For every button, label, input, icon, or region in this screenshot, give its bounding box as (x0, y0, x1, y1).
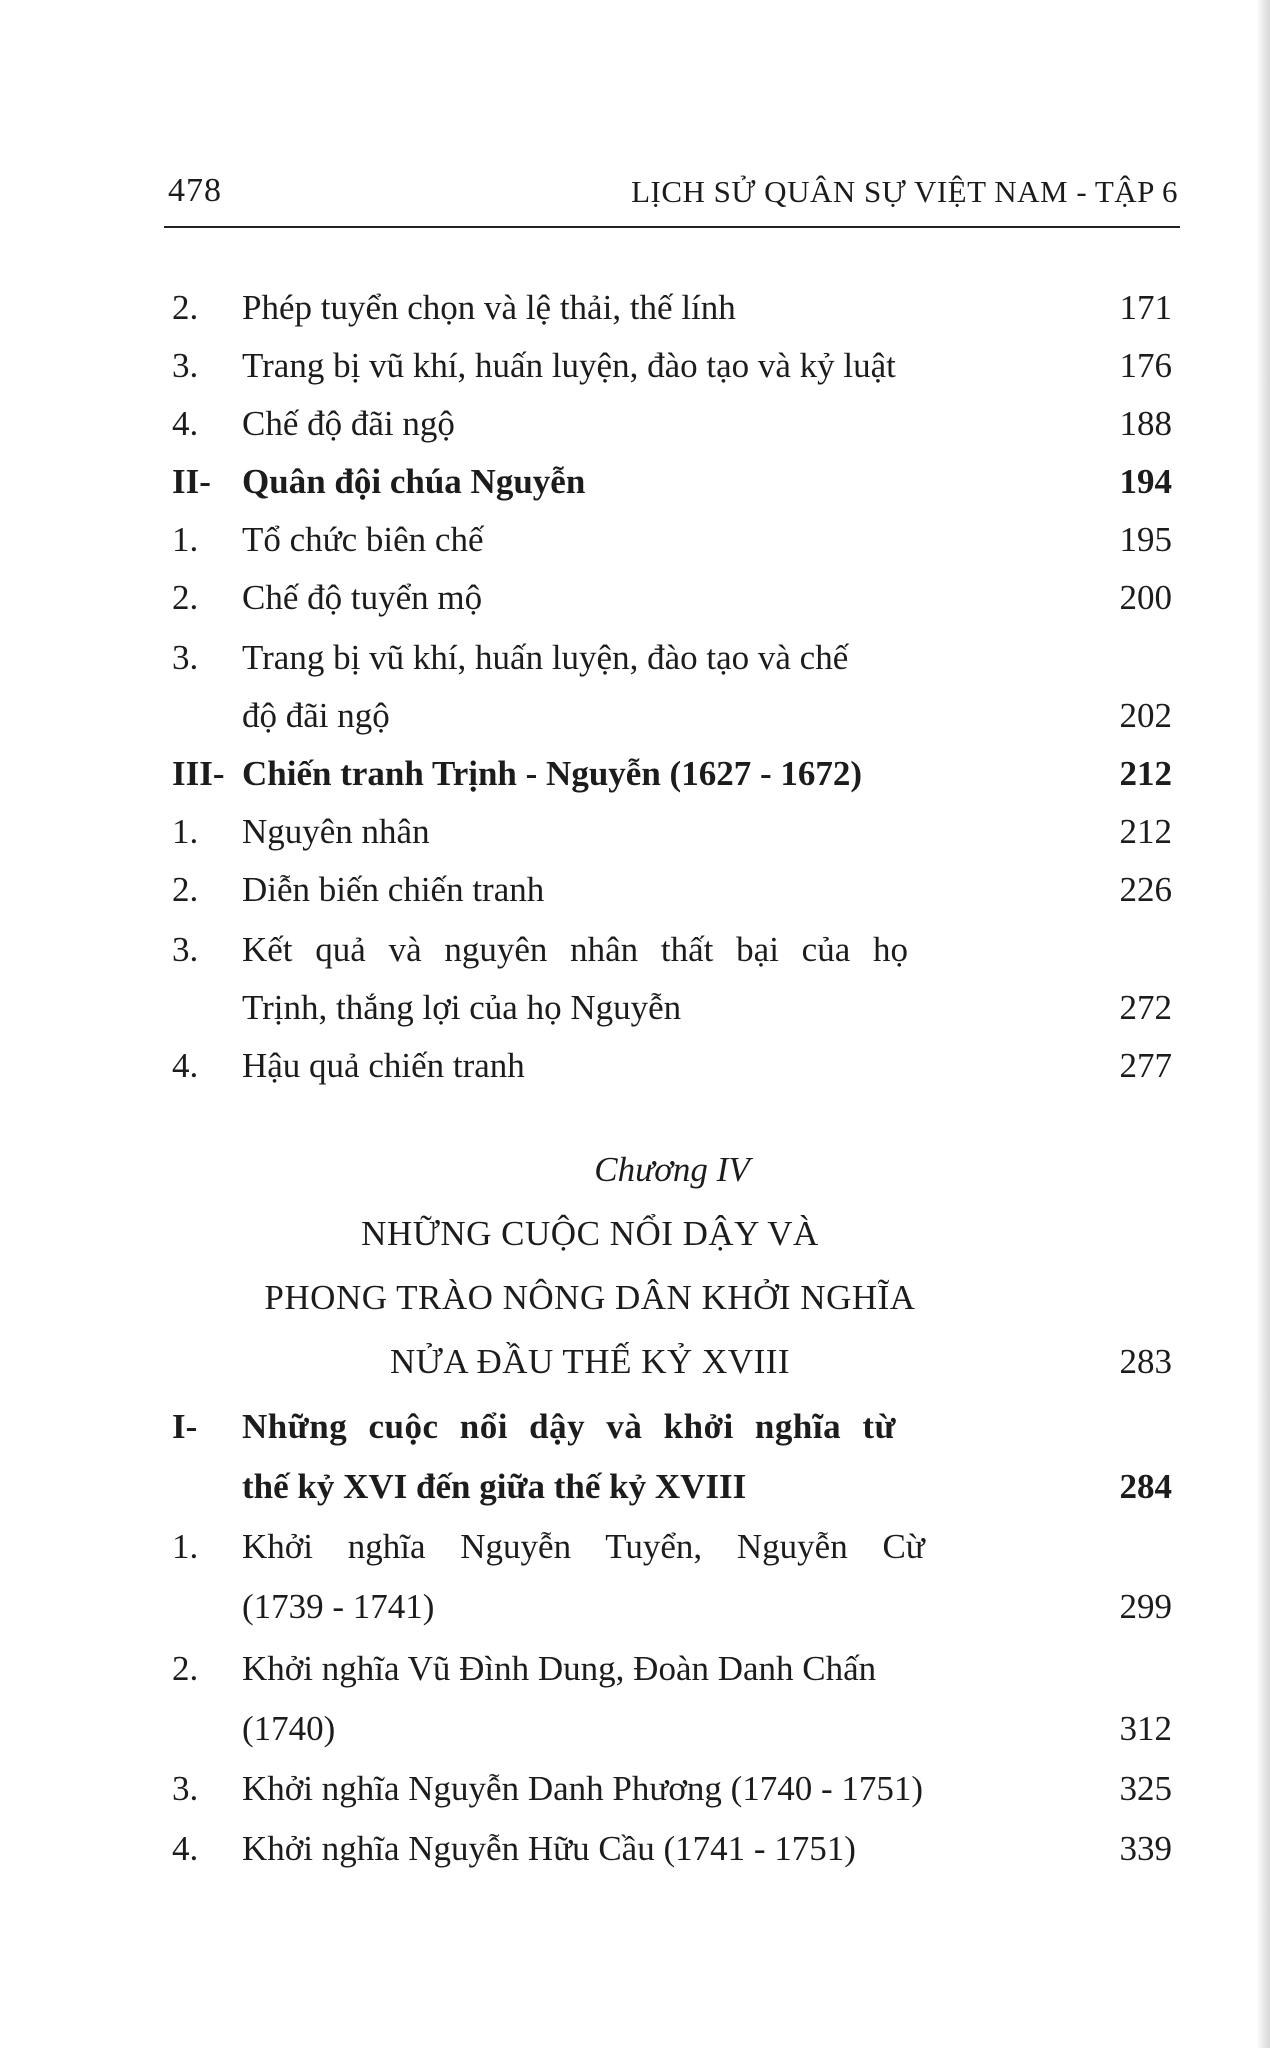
toc-entry (172, 630, 1172, 686)
entry-title: Trang bị vũ khí, huấn luyện, đào tạo và kỷ luật (242, 346, 896, 385)
section-title: Quân đội chúa Nguyễn (242, 462, 586, 501)
section-title: Những cuộc nổi dậy và khởi nghĩa từ (242, 1407, 896, 1446)
running-title: LỊCH SỬ QUÂN SỰ VIỆT NAM - TẬP 6 (631, 174, 1178, 209)
toc-entry (172, 922, 1172, 978)
chapter-title-line-2: PHONG TRÀO NÔNG DÂN KHỞI NGHĨA (264, 1278, 916, 1317)
toc-entry (172, 396, 1172, 452)
toc-section-continuation (172, 1456, 1172, 1518)
chapter-title-line-1: NHỮNG CUỘC NỔI DẬY VÀ (361, 1214, 819, 1253)
entry-title: Phép tuyển chọn và lệ thải, thế lính (242, 288, 736, 327)
entry-number: 4. (172, 404, 199, 443)
entry-number: 1. (172, 520, 199, 559)
entry-page: 188 (1119, 404, 1172, 443)
entry-title: Khởi nghĩa Vũ Đình Dung, Đoàn Danh Chấn (242, 1649, 877, 1688)
entry-title: Kết quả và nguyên nhân thất bại của họ (242, 930, 908, 969)
entry-title: Hậu quả chiến tranh (242, 1046, 525, 1085)
entry-page: 325 (1119, 1769, 1172, 1808)
entry-title: (1740) (242, 1709, 336, 1748)
toc-entry (172, 1038, 1172, 1094)
entry-number: 2. (172, 288, 199, 327)
chapter-label: Chương IV (594, 1150, 750, 1189)
entry-page: 202 (1119, 696, 1172, 735)
toc-entry-continuation (172, 1576, 1172, 1638)
entry-number: 3. (172, 930, 199, 969)
entry-title: Khởi nghĩa Nguyễn Tuyển, Nguyễn Cừ (242, 1527, 925, 1566)
toc-entry (172, 338, 1172, 394)
entry-page: 272 (1119, 988, 1172, 1027)
entry-number: 4. (172, 1046, 199, 1085)
entry-page: 212 (1119, 812, 1172, 851)
entry-number: 2. (172, 870, 199, 909)
page-edge-shadow (1256, 0, 1270, 2048)
toc-entry (172, 512, 1172, 568)
entry-title: Trịnh, thắng lợi của họ Nguyễn (242, 988, 682, 1027)
entry-title: Khởi nghĩa Nguyễn Danh Phương (1740 - 1751) (242, 1769, 924, 1808)
toc-entry-continuation (172, 688, 1172, 744)
entry-number: 1. (172, 812, 199, 851)
chapter-title-line-3: NỬA ĐẦU THẾ KỶ XVIII (389, 1342, 791, 1381)
entry-number: 1. (172, 1527, 199, 1566)
toc-entry (172, 1818, 1172, 1880)
section-number: III- (172, 754, 225, 793)
header-rule (164, 226, 1180, 228)
entry-page: 200 (1119, 578, 1172, 617)
entry-title: Trang bị vũ khí, huấn luyện, đào tạo và chế (242, 638, 849, 677)
entry-page: 171 (1119, 288, 1172, 327)
toc-section (172, 454, 1172, 510)
toc-entry-continuation (172, 1698, 1172, 1760)
entry-page: 277 (1119, 1046, 1172, 1085)
entry-page: 195 (1119, 520, 1172, 559)
entry-title: Khởi nghĩa Nguyễn Hữu Cầu (1741 - 1751) (242, 1829, 856, 1868)
entry-page: 226 (1119, 870, 1172, 909)
entry-title: Chế độ đãi ngộ (242, 404, 455, 443)
section-page: 284 (1119, 1467, 1172, 1506)
toc-entry-continuation (172, 980, 1172, 1036)
toc-entry (172, 1758, 1172, 1820)
entry-number: 3. (172, 1769, 199, 1808)
toc-entry (172, 570, 1172, 626)
entry-title: Diễn biến chiến tranh (242, 870, 545, 909)
entry-page: 176 (1119, 346, 1172, 385)
entry-title: Tổ chức biên chế (242, 520, 484, 559)
entry-page: 339 (1119, 1829, 1172, 1868)
entry-page: 312 (1119, 1709, 1172, 1748)
section-page: 194 (1119, 462, 1172, 501)
entry-title: độ đãi ngộ (242, 696, 390, 735)
entry-title: Nguyên nhân (242, 812, 430, 851)
toc-entry (172, 280, 1172, 336)
toc-entry (172, 1638, 1172, 1700)
entry-number: 3. (172, 638, 199, 677)
section-title: Chiến tranh Trịnh - Nguyễn (1627 - 1672) (242, 754, 863, 793)
section-page: 212 (1119, 754, 1172, 793)
entry-number: 2. (172, 1649, 199, 1688)
section-number: II- (172, 462, 211, 501)
toc-section (172, 1396, 1172, 1458)
section-title: thế kỷ XVI đến giữa thế kỷ XVIII (242, 1467, 747, 1506)
entry-number: 2. (172, 578, 199, 617)
toc-entry (172, 804, 1172, 860)
page-number: 478 (168, 172, 222, 209)
entry-number: 4. (172, 1829, 199, 1868)
toc-section (172, 746, 1172, 802)
chapter-title-row (172, 1330, 1172, 1394)
section-number: I- (172, 1407, 198, 1446)
entry-page: 299 (1119, 1587, 1172, 1626)
entry-number: 3. (172, 346, 199, 385)
toc-entry (172, 1516, 1172, 1578)
entry-title: Chế độ tuyển mộ (242, 578, 483, 617)
toc-entry (172, 862, 1172, 918)
entry-title: (1739 - 1741) (242, 1587, 435, 1626)
chapter-page: 283 (1119, 1342, 1172, 1381)
page-header (168, 172, 1178, 224)
